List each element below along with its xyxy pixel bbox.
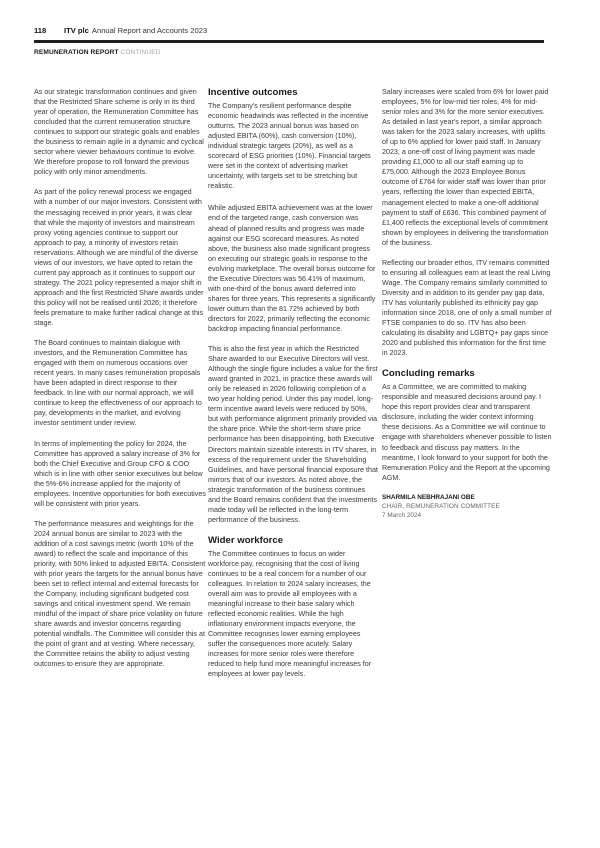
paragraph: This is also the first year in which the Restricted Share awarded to our Executive Directors will vest. Although the single figure includes a value for the first award granted in 2021, in practice these awards will only be released in 2026 following completion of a two year holding period. Under this pay model, long-term incentive award levels were reduced by 50%, but with performance alignment primarily provided via the share price. While the short-term share price performance has been disappointing, both Executive Directors maintain sizeable interests in ITV shares, in excess of the requirement under the Shareholding Guidelines, and have personal financial exposure that mirrors that of our investors. As noted above, the strategic transformation of the business continues and the Board remains confident that the investments made today will be reflected in the long-term performance of the business. — [208, 345, 378, 524]
column-1 — [34, 87, 206, 680]
document-title: Annual Report and Accounts 2023 — [91, 26, 208, 35]
paragraph: The performance measures and weightings for the 2024 annual bonus are similar to 2023 with the addition of a cost savings metric (worth 10% of the award) to reflect the scale and importance of this priority, with 50% linked to adjusted EBITA. Consistent with prior years the targets for the annual bonus have been set to reflect internal and external forecasts for the Company, including significant budgeted cost savings and critical investment spend. We remain mindful of the impact of share price volatility on future share awards and investor concerns regarding potential windfalls. The Committee will consider this at the point of grant and at vesting. Where necessary, the Committee retains the ability to adjust vesting outcomes to ensure they are appropriate. — [34, 519, 206, 669]
header-rule — [34, 40, 544, 43]
paragraph: As our strategic transformation continues and given that the Restricted Share scheme is only in its third year of operation, the Remuneration Committee has concluded that the current remuneration structure continues to support our strategic goals and enables the business to remain agile in a dynamic and cyclical sector where viewer behaviours continue to evolve. We therefore propose to roll forward the previous policy with only minor amendments. — [34, 88, 204, 177]
paragraph: As part of the policy renewal process we engaged with a number of our major investors. Consistent with the messaging received in prior years, it was clear that while the majority of investors and mainstream proxy voting agencies continue to support our approach to pay, a minority of investors retain reservations. Although we are mindful of the diverse views of our investors, we have opted to retain the current pay approach as it continues to support our strategy. The 2021 policy represented a major shift in approach and the first Restricted Share awards under this policy will not be realised until 2026; it therefore feels premature to make further radical change at this stage. — [34, 188, 204, 328]
section-title: REMUNERATION REPORT — [34, 49, 119, 56]
paragraph: The Company's resilient performance despite economic headwinds was reflected in the incentive outturns. The 2023 annual bonus was based on adjusted EBITA (60%), cash conversion (10%), individual strategic targets (20%), as well as a scorecard of ESG priorities (10%). Financial targets were set in the context of advertising market uncertainty, with targets set to be stretching but realistic. — [208, 102, 371, 191]
signatory-role: CHAIR, REMUNERATION COMMITTEE — [382, 502, 500, 510]
paragraph: While adjusted EBITA achievement was at the lower end of the targeted range, cash conversion was ahead of planned results and progress was made against our ESG scorecard measures. As noted above, the business also made significant progress on executing our strategic goals in response to the evolving marketplace. The overall bonus outcome for the Executive Directors was 56.41% of maximum, with one-third of the bonus award deferred into shares for three years. This represents a significantly lower outturn than the 81.72% achieved by both directors for 2022, primarily reflecting the economic backdrop impacting financial performance. — [208, 204, 376, 333]
section-label — [34, 49, 161, 56]
company-name: ITV plc — [64, 26, 89, 35]
paragraph: As a Committee, we are committed to making responsible and measured decisions around pay. I hope this report provides clear and transparent disclosure, including the wider context informing these decisions. As a Committee we will continue to engage with shareholders whenever possible to listen to feedback and discuss pay matters. In the meantime, I look forward to your support for both the Remuneration Policy and the Report at the upcoming AGM. — [382, 383, 552, 482]
paragraph: In terms of implementing the policy for 2024, the Committee has approved a salary increase of 3% for both the Chief Executive and Group CFO & COO which is in line with other senior executives but below the 5%-6% increase applied for the majority of employees. Incentive opportunities for both executives will be consistent with prior years. — [34, 439, 206, 508]
paragraph: The Board continues to maintain dialogue with investors, and the Remuneration Committee has engaged with them on numerous occasions over recent years. In many cases remuneration proposals have been adapted in direct response to their feedback. In line with our normal approach, we will continue to keep the effectiveness of our approach to pay, developments in the market, and evolving investor sentiment under review. — [34, 339, 202, 428]
paragraph: Salary increases were scaled from 6% for lower paid employees, 5% for low-mid tier roles, 4% for mid-senior roles and 3% for the more senior executives. As detailed in last year's report, a similar approach was taken for the 2023 salary increases, with uplifts of up to 6% applied for lower paid staff. In January 2023, a one-off cost of living payment was made providing £1,000 to all our staff earning up to £75,000. Although the 2023 Employee Bonus outcome of £764 for wider staff was lower than prior years, reflecting the lower than expected EBITA, management elected to make a one-off additional payment to staff of £636. This combined payment of £1,400 reflects the exceptional levels of commitment shown by employees in delivering the transformation of the business. — [382, 88, 549, 247]
paragraph: Reflecting our broader ethos, ITV remains committed to ensuring all colleagues earn at least the real Living Wage. The Company remains similarly committed to Diversity and in addition to its gender pay gap data, ITV has voluntarily published its ethnicity pay gap information since 2018, one of only a small number of FTSE companies to do so. ITV has also been calculating its disability and LGBTQ+ pay gaps since 2020 and published this information for the first time in 2023. — [382, 258, 552, 358]
paragraph: The Committee continues to focus on wider workforce pay, recognising that the cost of living continues to be a real concern for a number of our colleagues. In relation to 2024 salary increases, the overall aim was to provide all employees with a meaningful increase to their base salary which reflected economic realities. While the high inflationary environment impacts everyone, the Committee recognises lower earning employees suffer the consequences more acutely. Salary increases for more senior roles were therefore reduced to help fund more meaningful increases for employees at lower pay levels. — [208, 549, 372, 679]
column-3 — [382, 87, 552, 520]
page-number: 118 — [34, 26, 47, 35]
section-continued: CONTINUED — [120, 49, 161, 56]
heading-concluding-remarks: Concluding remarks — [382, 368, 475, 380]
signatory-name: SHARMILA NEBHRAJANI OBE — [382, 493, 475, 501]
heading-incentive-outcomes: Incentive outcomes — [208, 87, 298, 98]
page-header — [34, 26, 544, 38]
column-2 — [208, 87, 378, 689]
heading-wider-workforce: Wider workforce — [208, 534, 284, 546]
signature-date: 7 March 2024 — [382, 511, 422, 519]
